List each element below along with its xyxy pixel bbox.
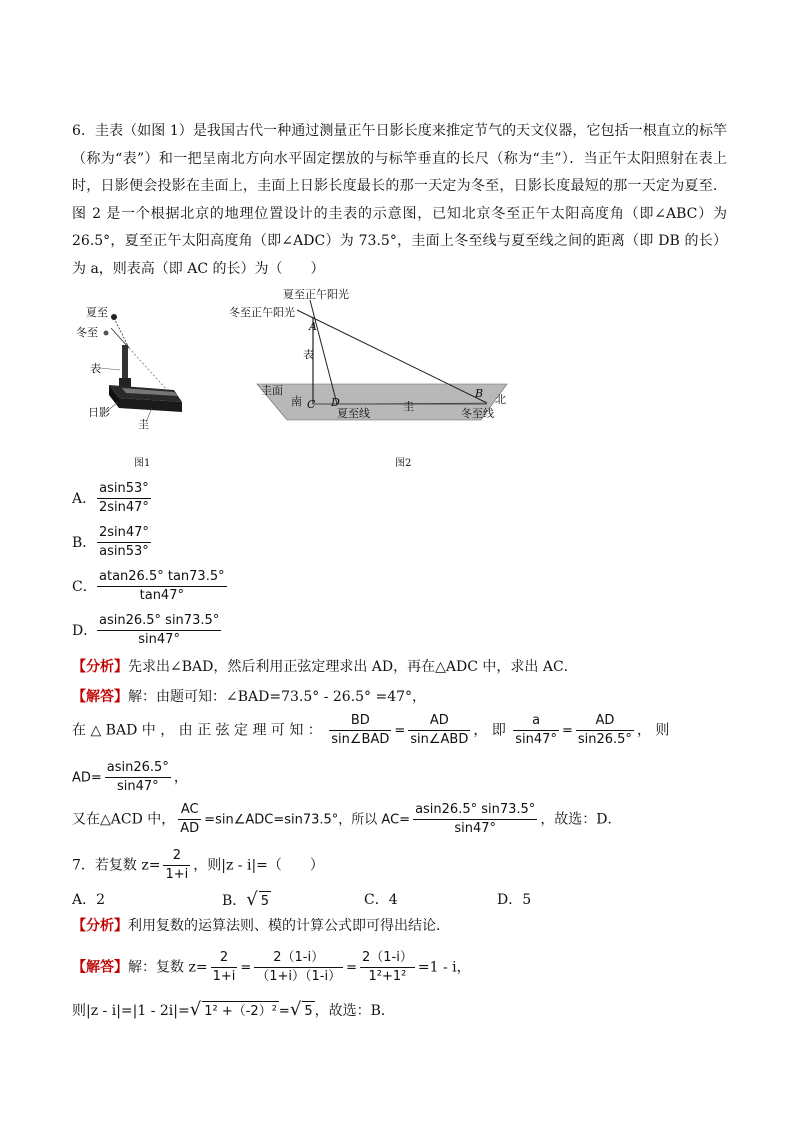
fig2-label-winter-light: 冬至正午阳光 xyxy=(229,306,295,319)
fig2-label-summer-light: 夏至正午阳光 xyxy=(283,288,349,301)
solution-7-prefix: 解：复数 z= xyxy=(128,959,208,976)
option-a[interactable] xyxy=(72,481,154,516)
fig2-label-b: B xyxy=(475,387,484,400)
fig2-caption: 图2 xyxy=(395,458,412,469)
fraction-ac-ad: $\frac{AC}{AD}$ xyxy=(180,802,200,836)
solution-6-line4-mid: =sin∠ADC=sin73.5°，所以 AC= xyxy=(204,812,411,828)
solution-6-prefix: 在 △ BAD 中 ， 由 正 弦 定 理 可 知 ： xyxy=(72,722,322,739)
fraction-ad-result: $\frac{asin26.5^\circ}{\sin 47^\circ}$ xyxy=(106,760,169,794)
fig2-label-a: A xyxy=(309,320,317,333)
ad-equals: AD= xyxy=(72,770,102,786)
option-letter: B． xyxy=(72,534,97,551)
option-letter: A． xyxy=(72,490,97,507)
fraction-ad-sin26: $\frac{AD}{\sin 26.5^\circ}$ xyxy=(577,713,632,747)
fig2-label-dongzhixian: 冬至线 xyxy=(461,407,494,420)
question-7 xyxy=(72,848,324,883)
sqrt-expression: 1² +（-2）² xyxy=(202,1001,279,1022)
sqrt-5: 5 xyxy=(302,1001,314,1022)
fraction-ad-sinabd: $\frac{AD}{\text{sin∠ABD}}$ xyxy=(410,713,469,747)
fig2-label-nan: 南 xyxy=(291,395,302,408)
fig1-label-gui: 圭 xyxy=(138,418,149,431)
fraction-bd-sinbad: $\frac{BD}{\text{sin∠BAD}}$ xyxy=(331,713,390,747)
fig2-label-c: C xyxy=(307,398,316,411)
analysis-text: 先求出∠BAD，然后利用正弦定理求出 AD，再在△ADC 中，求出 AC． xyxy=(128,659,578,675)
solution-6-line1 xyxy=(72,687,426,707)
option-d[interactable] xyxy=(72,613,224,648)
solution-7-line1: 【解答】解：复数 z= $\frac{2}{1+i}$ = $\frac{2(1-i)}{(1+i)(1-i)}$ = $\frac{2(1-i)}{\text{1²+1²}}$ =1 - i， xyxy=(72,950,471,984)
solution-6-line4-end: ，故选：D． xyxy=(540,811,622,828)
equals-sign: = xyxy=(394,723,406,739)
solution-6-line3 xyxy=(72,760,188,795)
solution-6-line4 xyxy=(72,802,622,837)
solution-7-line2-end: ，故选：B． xyxy=(314,1003,395,1019)
solution-6-end: ， 则 xyxy=(636,722,670,739)
fraction-expanded: $\frac{2(1-i)}{(1+i)(1-i)}$ xyxy=(256,950,342,984)
solution-tag: 【解答】 xyxy=(72,959,128,976)
question-6-text: 6．圭表（如图 1）是我国古代一种通过测量正午日影长度来推定节气的天文仪器，它包括一根直立的标竿（称为“表”）和一把呈南北方向水平固定摆放的与标竿垂直的长尺（称为“圭”）．当正午太阳照射在表上时，日影便会投影在圭面上，圭面上日影长度最长的那一天定为冬至，日影长度最短的那一天定为夏至．图 2 是一个根据北京的地理位置设计的圭表的示意图，已知北京冬至正午太阳高度角（即∠ABC）为 26.5°，夏至正午太阳高度角（即∠ADC）为 73.5°，圭面上冬至线与夏至线之间的距离（即 DB 的长）为 a，则表高（即 AC 的长）为（ ） xyxy=(72,123,727,277)
solution-6-line4-prefix: 又在△ACD 中， xyxy=(72,811,176,828)
solution-7-line2: 则|z - i|=|1 - 2i|=√ 1² +（-2）² =√ 5 ，故选：B． xyxy=(72,999,395,1020)
figure-2 xyxy=(225,284,515,474)
fraction-a-sin47: $\frac{a}{\sin 47^\circ}$ xyxy=(515,713,557,747)
option-c-fraction: $\frac{atan26.5^\circ \tan 73.5^\circ}{\tan 47^\circ}$ xyxy=(99,569,225,603)
fig2-label-xiazhixian: 夏至线 xyxy=(337,407,370,420)
q7-option-b[interactable]: B．√ 5 xyxy=(222,889,270,910)
option-c[interactable] xyxy=(72,569,230,604)
question-7-prefix: 7．若复数 z= xyxy=(72,857,161,874)
option-b-fraction: $\frac{2\sin 47^\circ}{asin53^\circ}$ xyxy=(99,525,149,559)
question-7-suffix: ，则|z - i|=（ ） xyxy=(193,857,324,874)
figure-1 xyxy=(74,290,184,469)
fraction-2-over-1plusi: $\frac{2}{1+i}$ xyxy=(165,848,189,882)
solution-6-mid: ， 即 xyxy=(473,722,506,739)
analysis-tag: 【分析】 xyxy=(72,659,128,675)
analysis-tag: 【分析】 xyxy=(72,918,128,934)
analysis-text: 利用复数的运算法则、模的计算公式即可得出结论． xyxy=(128,918,450,934)
option-d-fraction: $\frac{asin26.5^\circ \sin 73.5^\circ}{\sin 47^\circ}$ xyxy=(99,613,220,647)
solution-7-end1: =1 - i， xyxy=(417,959,471,976)
option-b[interactable] xyxy=(72,525,154,560)
fig1-label-dongzhi: 冬至 xyxy=(76,326,98,339)
fig2-label-guimian: 圭面 xyxy=(261,384,283,397)
fig1-label-riying: 日影 xyxy=(88,406,110,419)
fig2-label-gui: 圭 xyxy=(403,400,414,413)
fig2-label-bei: 北 xyxy=(495,393,506,406)
fraction-2-over-1plusi: $\frac{2}{1+i}$ xyxy=(212,950,236,984)
winter-sun-dot xyxy=(104,331,109,336)
option-a-fraction: $\frac{asin53^\circ}{2\sin 47^\circ}$ xyxy=(99,481,149,515)
solution-6-line2 xyxy=(72,713,669,748)
solution-tag: 【解答】 xyxy=(72,689,128,705)
fig1-caption: 图1 xyxy=(134,458,151,469)
analysis-6 xyxy=(72,657,578,677)
summer-sun-dot xyxy=(111,314,117,320)
fraction-simplified: $\frac{2(1-i)}{\text{1²+1²}}$ xyxy=(362,950,413,984)
fig2-label-biao: 表 xyxy=(303,348,314,361)
q7-option-c[interactable]: C．4 xyxy=(364,892,398,908)
solution-6-text1: 解：由题可知：∠BAD=73.5° - 26.5° =47°， xyxy=(128,689,427,705)
fig2-label-d: D xyxy=(331,396,340,409)
fig1-label-xiazhi: 夏至 xyxy=(86,306,108,319)
solution-7-line2-prefix: 则|z - i|=|1 - 2i|= xyxy=(72,1003,190,1019)
fig1-label-biao: 表 xyxy=(90,362,101,375)
option-letter: C． xyxy=(72,578,97,595)
option-letter: D． xyxy=(72,622,98,639)
comma: ， xyxy=(173,769,188,786)
analysis-7 xyxy=(72,916,450,936)
equals-sign: = xyxy=(561,723,573,739)
q7-option-a[interactable]: A．2 xyxy=(72,892,106,908)
q7-option-d[interactable]: D．5 xyxy=(497,892,532,908)
fraction-ac-result: $\frac{asin26.5^\circ \sin 73.5^\circ}{\sin 47^\circ}$ xyxy=(415,802,536,836)
